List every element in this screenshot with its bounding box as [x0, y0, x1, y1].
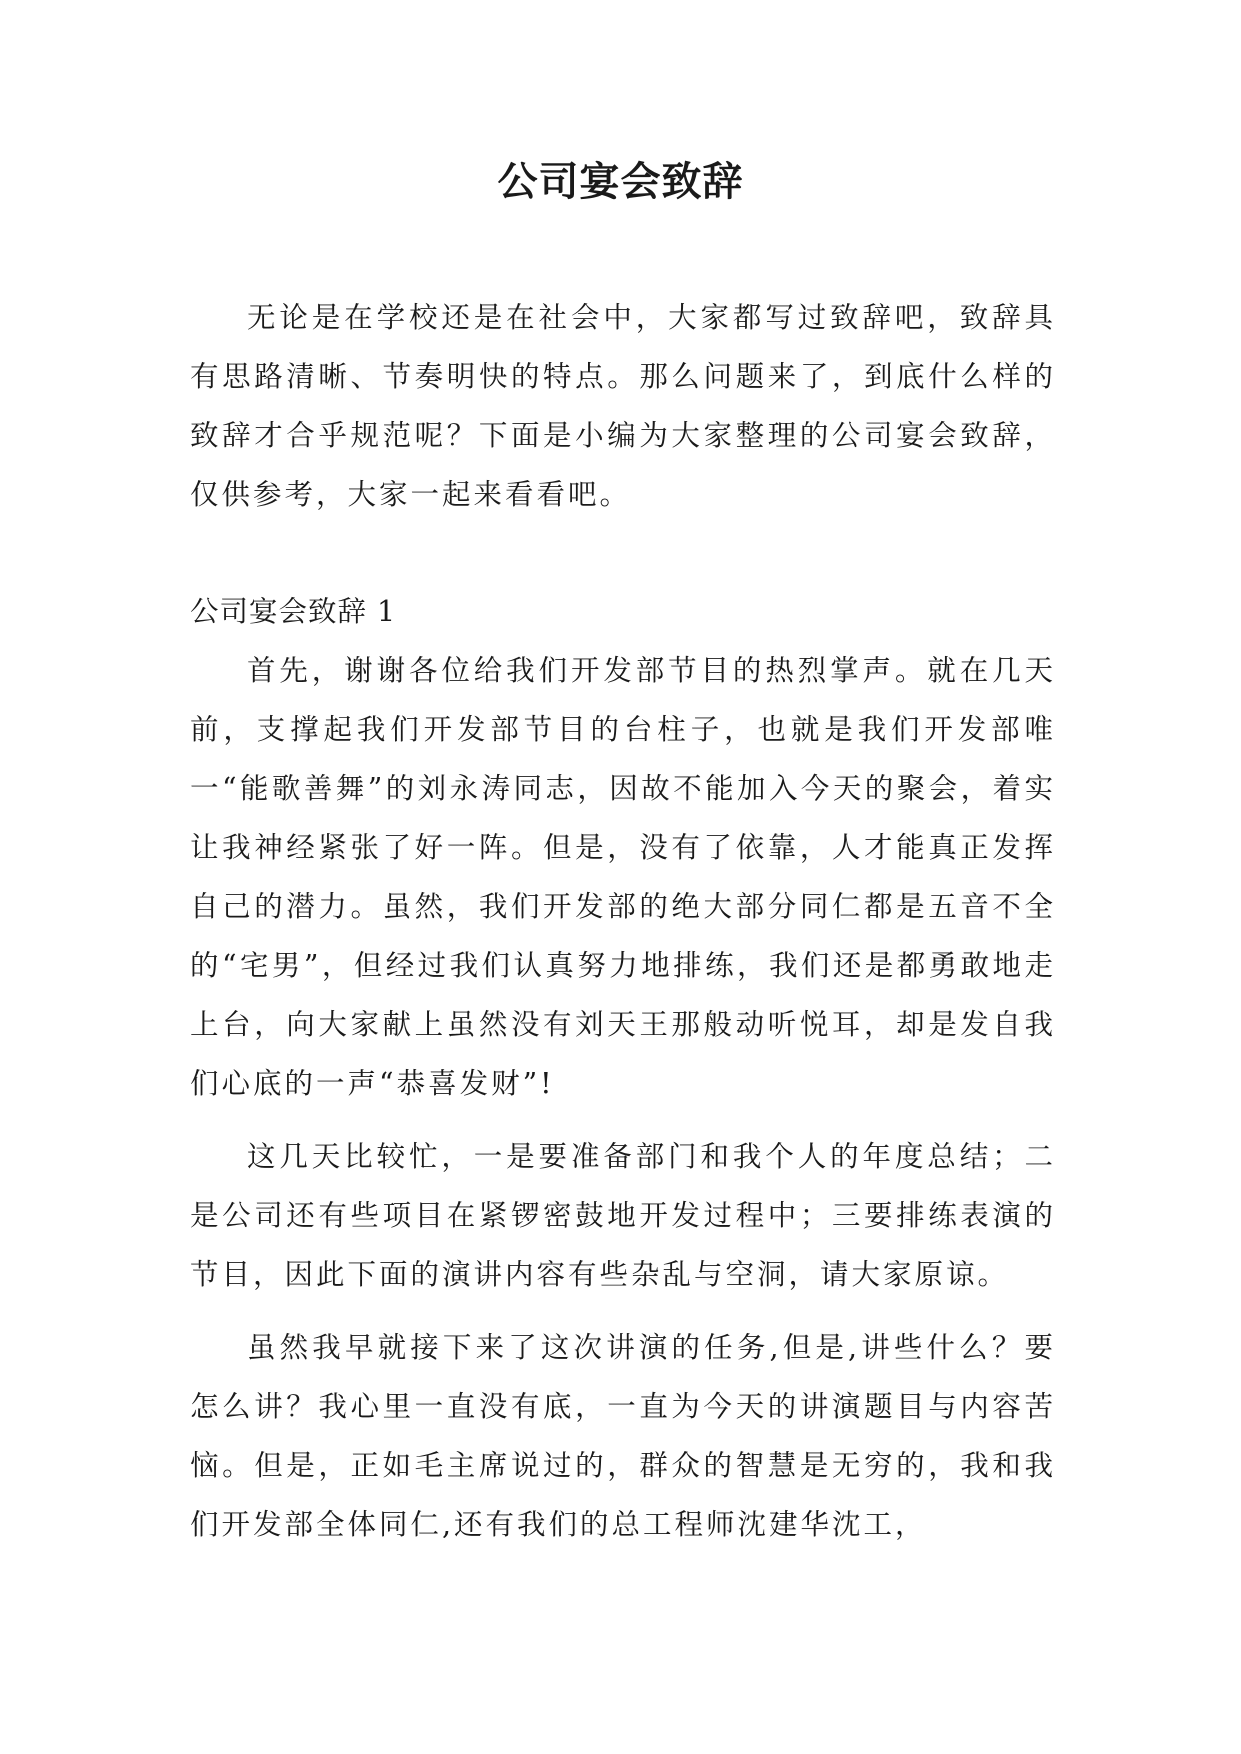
intro-paragraph: 无论是在学校还是在社会中，大家都写过致辞吧，致辞具有思路清晰、节奏明快的特点。那么问题来了，到底什么样的致辞才合乎规范呢？下面是小编为大家整理的公司宴会致辞，仅供参考，大家一起来看看吧。	[190, 301, 1056, 511]
body-paragraph-2: 这几天比较忙，一是要准备部门和我个人的年度总结；二是公司还有些项目在紧锣密鼓地开发过程中；三要排练表演的节目，因此下面的演讲内容有些杂乱与空洞，请大家原谅。	[190, 1140, 1056, 1291]
document-body	[190, 288, 1056, 1554]
document-title: 公司宴会致辞	[497, 158, 744, 205]
section-heading: 公司宴会致辞 1	[190, 595, 397, 628]
body-paragraph-3: 虽然我早就接下来了这次讲演的任务,但是,讲些什么？要怎么讲？我心里一直没有底，一直为今天的讲演题目与内容苦恼。但是，正如毛主席说过的，群众的智慧是无穷的，我和我们开发部全体同仁,还有我们的总工程师沈建华沈工，	[190, 1331, 1056, 1541]
body-paragraph-1: 首先，谢谢各位给我们开发部节目的热烈掌声。就在几天前，支撑起我们开发部节目的台柱子，也就是我们开发部唯一“能歌善舞”的刘永涛同志，因故不能加入今天的聚会，着实让我神经紧张了好一阵。但是，没有了依靠，人才能真正发挥自己的潜力。虽然，我们开发部的绝大部分同仁都是五音不全的“宅男”，但经过我们认真努力地排练，我们还是都勇敢地走上台，向大家献上虽然没有刘天王那般动听悦耳，却是发自我们心底的一声“恭喜发财”!	[190, 654, 1056, 1100]
section-spacer	[190, 524, 1056, 582]
